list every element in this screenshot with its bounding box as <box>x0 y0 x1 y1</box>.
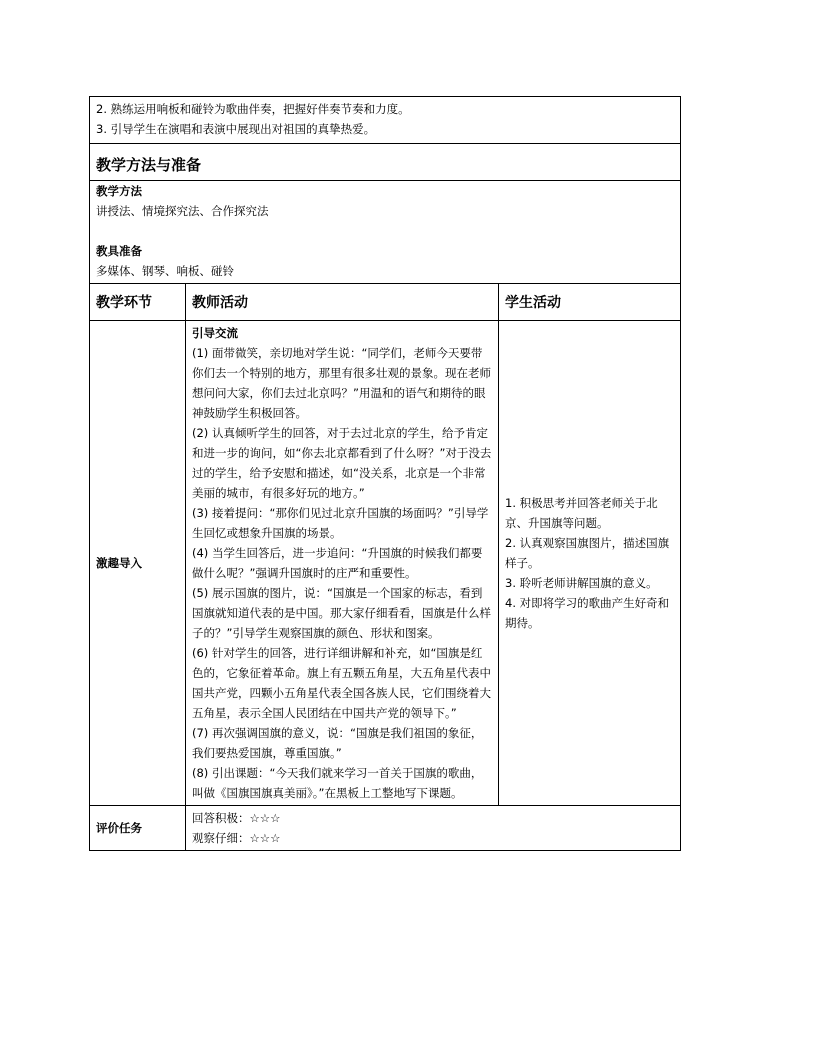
method-text: 讲授法、情境探究法、合作探究法 <box>96 204 269 218</box>
student-item: 3. 聆听老师讲解国旗的意义。 <box>505 576 658 590</box>
teacher-paragraph: (8) 引出课题：“今天我们就来学习一首关于国旗的歌曲，叫做《国旗国旗真美丽》。”在黑板上工整地写下课题。 <box>192 766 483 800</box>
lesson-plan-table <box>89 96 681 851</box>
stage-cell: 激趣导入 <box>90 321 186 806</box>
goals-cell <box>90 97 681 144</box>
methods-row <box>90 181 681 284</box>
teacher-paragraph: (6) 针对学生的回答，进行详细讲解和补充，如“国旗是红色的，它象征着革命。旗上有五颗五角星，大五角星代表中国共产党，四颗小五角星代表全国各族人民，它们围绕着大五角星，表示全国人民团结在中国共产党的领导下。” <box>192 646 491 720</box>
goal-item: 3. 引导学生在演唱和表演中展现出对祖国的真挚热爱。 <box>96 122 376 136</box>
tools-label: 教具准备 <box>96 244 142 258</box>
teacher-activity-title: 引导交流 <box>192 326 238 340</box>
evaluation-label: 评价任务 <box>90 806 186 851</box>
teacher-paragraph: (4) 当学生回答后，进一步追问：“升国旗的时候我们都要做什么呢？”强调升国旗时的庄严和重要性。 <box>192 546 483 580</box>
section-title: 教学方法与准备 <box>90 144 681 181</box>
teacher-paragraph: (1) 面带微笑，亲切地对学生说：“同学们，老师今天要带你们去一个特别的地方，那里有很多壮观的景象。现在老师想问问大家，你们去过北京吗？”用温和的语气和期待的眼神鼓励学生积极回答。 <box>192 346 491 420</box>
student-item: 1. 积极思考并回答老师关于北京、升国旗等问题。 <box>505 496 658 530</box>
spacer <box>96 221 674 241</box>
teacher-paragraph: (5) 展示国旗的图片，说：“国旗是一个国家的标志，看到国旗就知道代表的是中国。那大家仔细看看，国旗是什么样子的？”引导学生观察国旗的颜色、形状和图案。 <box>192 586 491 640</box>
evaluation-cell <box>186 806 681 851</box>
goal-item: 2. 熟练运用响板和碰铃为歌曲伴奏，把握好伴奏节奏和力度。 <box>96 102 410 116</box>
header-row <box>90 284 681 321</box>
tools-text: 多媒体、钢琴、响板、碰铃 <box>96 264 234 278</box>
methods-cell <box>90 181 681 284</box>
teacher-activity-cell <box>186 321 499 806</box>
teacher-paragraph: (7) 再次强调国旗的意义，说：“国旗是我们祖国的象征，我们要热爱国旗，尊重国旗。” <box>192 726 483 760</box>
goals-row <box>90 97 681 144</box>
evaluation-item: 回答积极：☆☆☆ <box>192 811 281 825</box>
teacher-paragraph: (3) 接着提问：“那你们见过北京升国旗的场面吗？”引导学生回忆或想象升国旗的场景。 <box>192 506 489 540</box>
methods-title-row <box>90 144 681 181</box>
student-item: 4. 对即将学习的歌曲产生好奇和期待。 <box>505 596 670 630</box>
header-stage: 教学环节 <box>90 284 186 321</box>
method-label: 教学方法 <box>96 184 142 198</box>
header-student: 学生活动 <box>499 284 681 321</box>
student-item: 2. 认真观察国旗图片，描述国旗样子。 <box>505 536 670 570</box>
lesson-plan-page <box>89 96 680 851</box>
student-activity-cell <box>499 321 681 806</box>
evaluation-item: 观察仔细：☆☆☆ <box>192 831 281 845</box>
teacher-paragraph: (2) 认真倾听学生的回答，对于去过北京的学生，给予肯定和进一步的询问，如“你去北京都看到了什么呀？”对于没去过的学生，给予安慰和描述，如“没关系，北京是一个非常美丽的城市，有很多好玩的地方。” <box>192 426 492 500</box>
activity-row <box>90 321 681 806</box>
header-teacher: 教师活动 <box>186 284 499 321</box>
evaluation-row <box>90 806 681 851</box>
